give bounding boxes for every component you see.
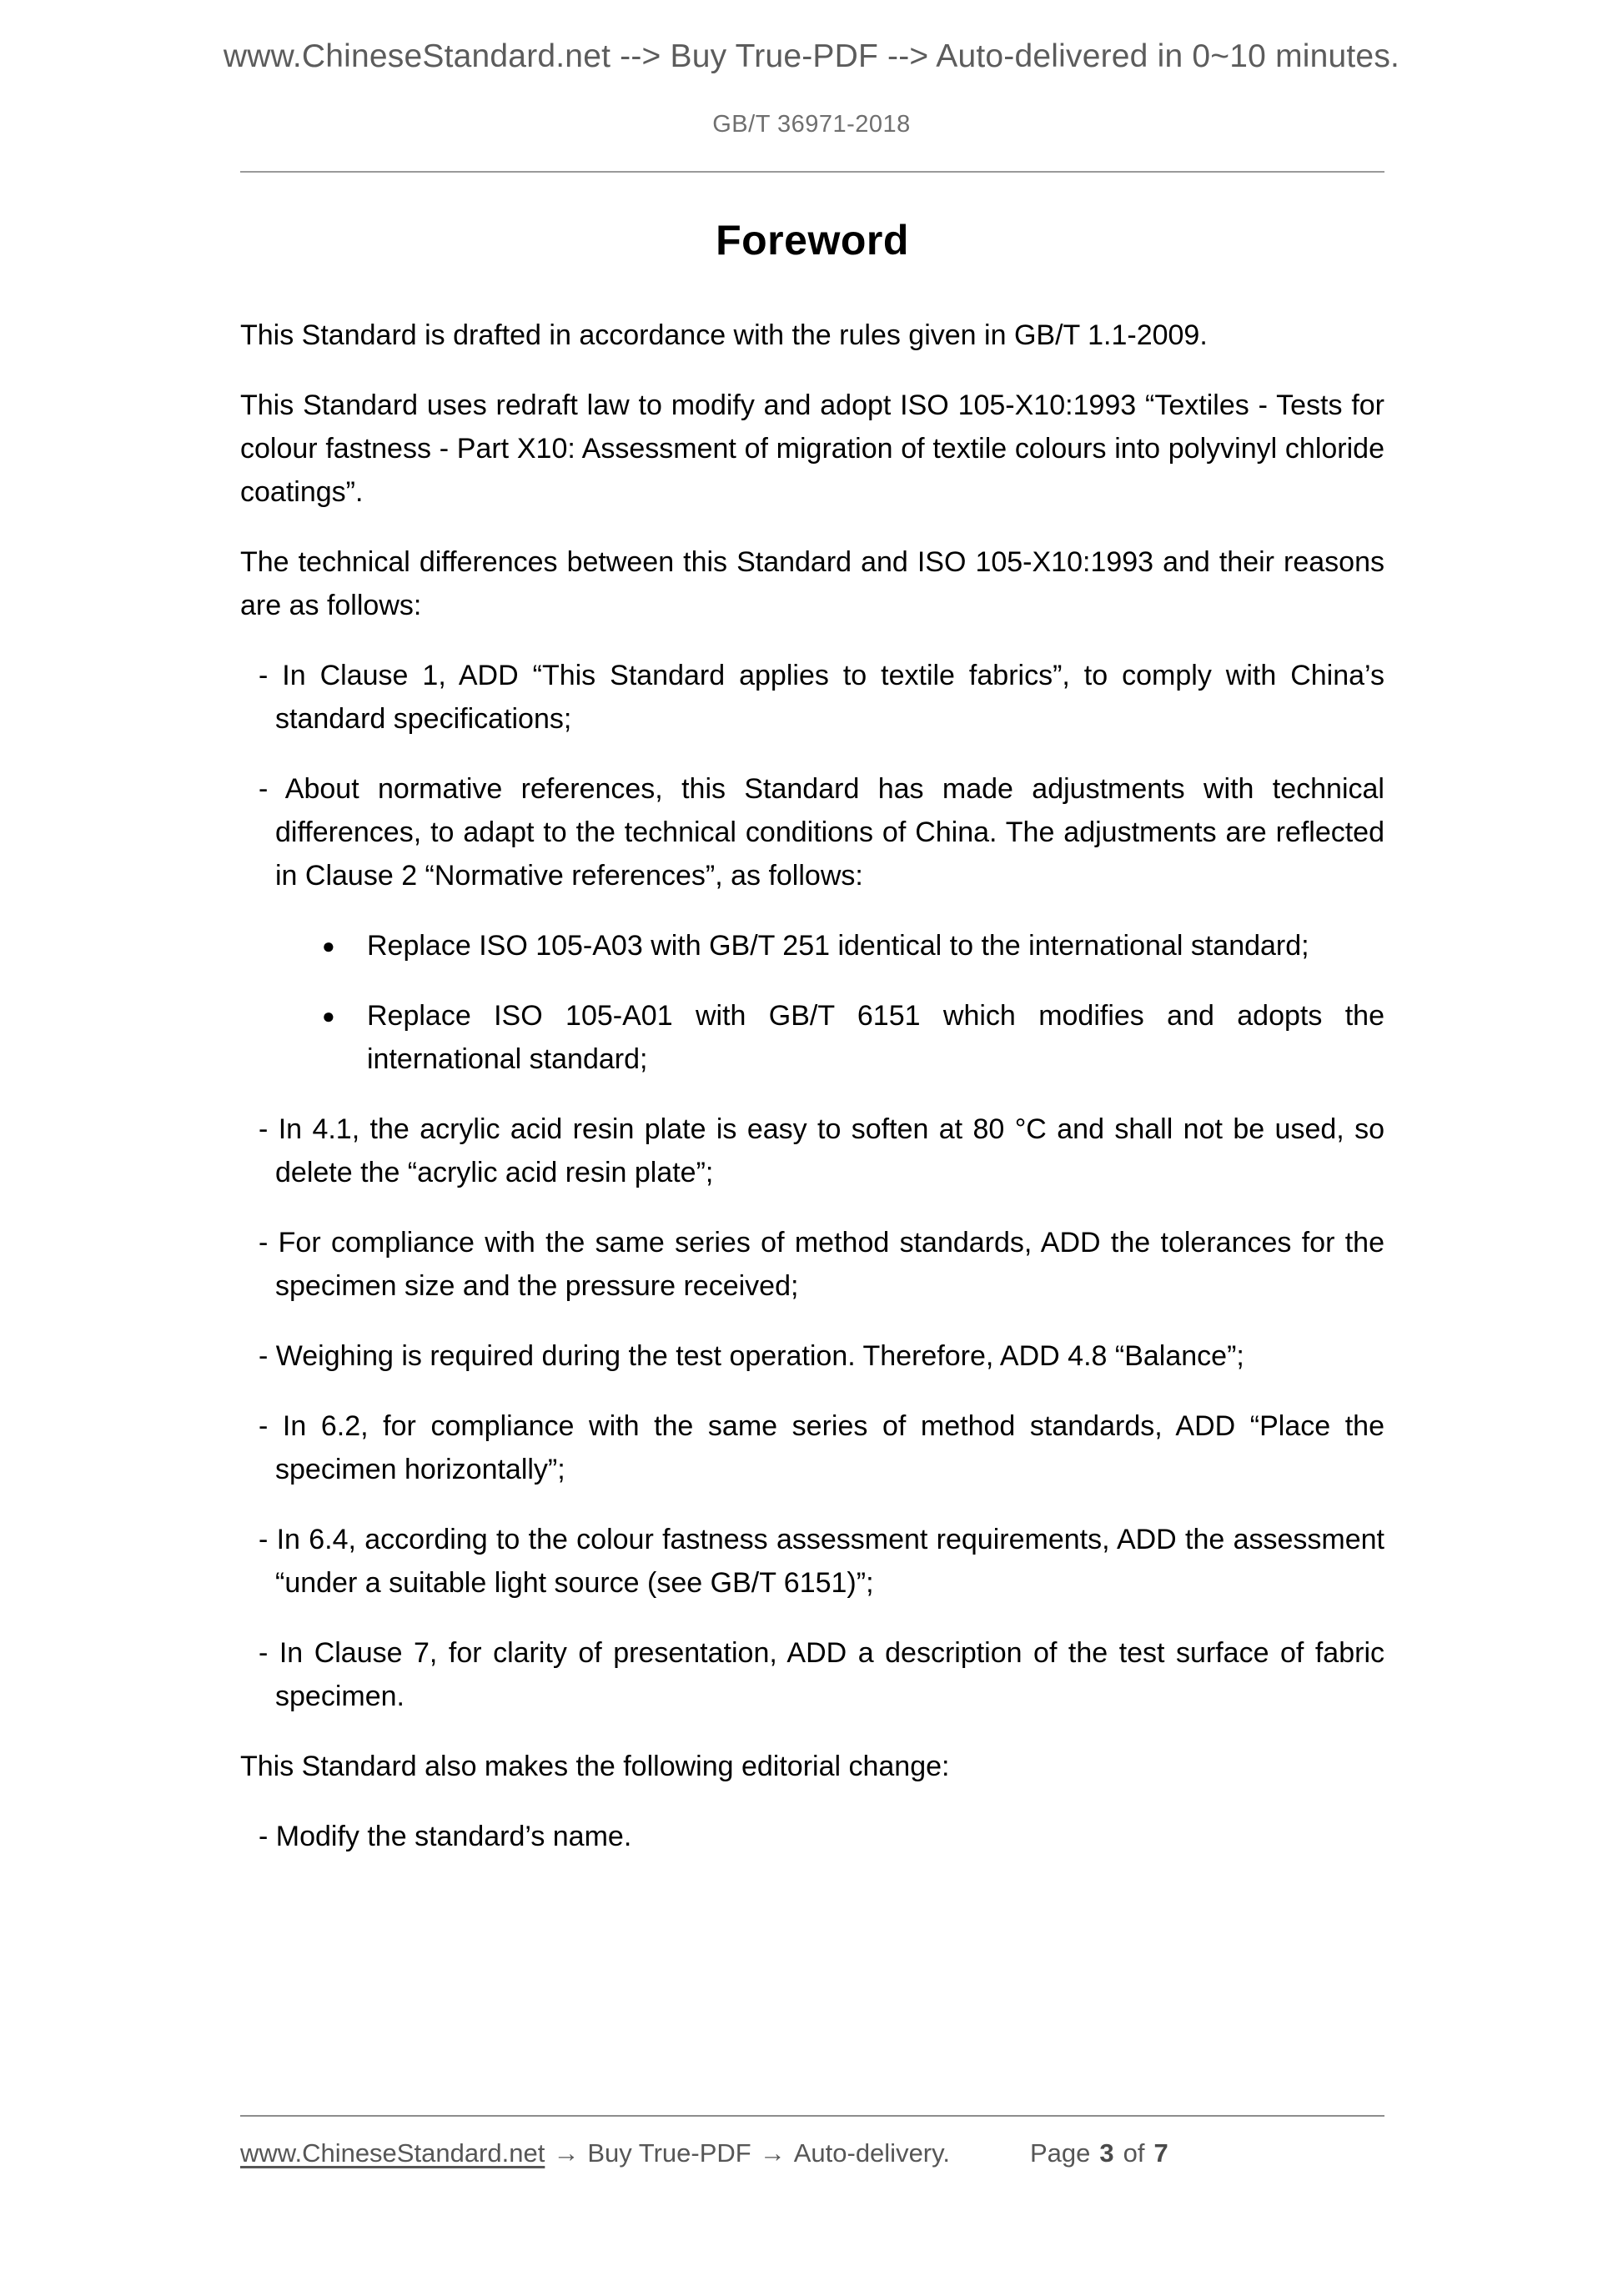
list-item-clause-7: - In Clause 7, for clarity of presentation, ADD a description of the test surface of fabric specimen. [259, 1637, 1384, 1712]
list-item-clause-4-1: - In 4.1, the acrylic acid resin plate is easy to soften at 80 °C and shall not be used, so delete the “acrylic acid resin plate”; [259, 1113, 1384, 1188]
list-item-replace-105a03 [240, 924, 1384, 967]
footer-buy-text: Buy True-PDF [587, 2138, 751, 2168]
paragraph-technical-differences-intro: The technical differences between this Standard and ISO 105-X10:1993 and their reasons are as follows: [240, 546, 1384, 621]
bullet-icon: ● [322, 1003, 335, 1028]
page-footer [240, 2128, 1384, 2178]
list-item-replace-105a01 [240, 994, 1384, 1081]
header-divider [240, 171, 1384, 173]
paragraph-editorial-change-intro: This Standard also makes the following editorial change: [240, 1751, 950, 1782]
list-item-normative-references: - About normative references, this Standard has made adjustments with technical differences, to adapt to the technical conditions of China. The adjustments are reflected in Clause 2 “Normative references”, as follows: [259, 773, 1384, 892]
arrow-right-icon: → [553, 2138, 580, 2168]
footer-url-link[interactable]: www.ChineseStandard.net [240, 2138, 545, 2168]
total-page-number: 7 [1153, 2138, 1168, 2168]
current-page-number: 3 [1099, 2138, 1114, 2168]
arrow-right-icon: → [759, 2138, 786, 2168]
footer-delivery-text: Auto-delivery. [793, 2138, 950, 2168]
footer-promo [240, 2138, 950, 2168]
bullet-icon: ● [322, 933, 335, 958]
footer-divider [240, 2115, 1384, 2117]
standard-number: GB/T 36971-2018 [712, 111, 911, 138]
paragraph-adoption-statement: This Standard uses redraft law to modify and adopt ISO 105-X10:1993 “Textiles - Tests for colour fastness - Part X10: Assessment of migration of textile colours into polyvinyl chloride coatings”. [240, 389, 1384, 508]
page-title: Foreword [716, 217, 909, 264]
list-item-label: Replace ISO 105-A03 with GB/T 251 identical to the international standard; [367, 930, 1309, 962]
list-item-clause1: - In Clause 1, ADD “This Standard applies to textile fabrics”, to comply with China’s standard specifications; [259, 660, 1384, 735]
promo-banner: www.ChineseStandard.net --> Buy True-PDF --> Auto-delivered in 0~10 minutes. [223, 38, 1400, 74]
page-indicator [1030, 2138, 1168, 2168]
of-label: of [1123, 2138, 1145, 2168]
page-label: Page [1029, 2138, 1091, 2168]
list-item-balance: - Weighing is required during the test operation. Therefore, ADD 4.8 “Balance”; [259, 1340, 1244, 1372]
list-item-clause-6-2: - In 6.2, for compliance with the same series of method standards, ADD “Place the specimen horizontally”; [259, 1410, 1384, 1485]
list-item-clause-6-4: - In 6.4, according to the colour fastness assessment requirements, ADD the assessment “under a suitable light source (see GB/T 6151)”; [259, 1524, 1384, 1599]
list-item-label: Replace ISO 105-A01 with GB/T 6151 which modifies and adopts the international standard; [367, 1000, 1384, 1075]
list-item-tolerances: - For compliance with the same series of method standards, ADD the tolerances for the specimen size and the pressure received; [259, 1227, 1384, 1302]
document-content [240, 215, 1384, 1885]
paragraph-drafting-rules: This Standard is drafted in accordance with the rules given in GB/T 1.1-2009. [240, 319, 1208, 351]
list-item-modify-name: - Modify the standard’s name. [259, 1821, 632, 1852]
